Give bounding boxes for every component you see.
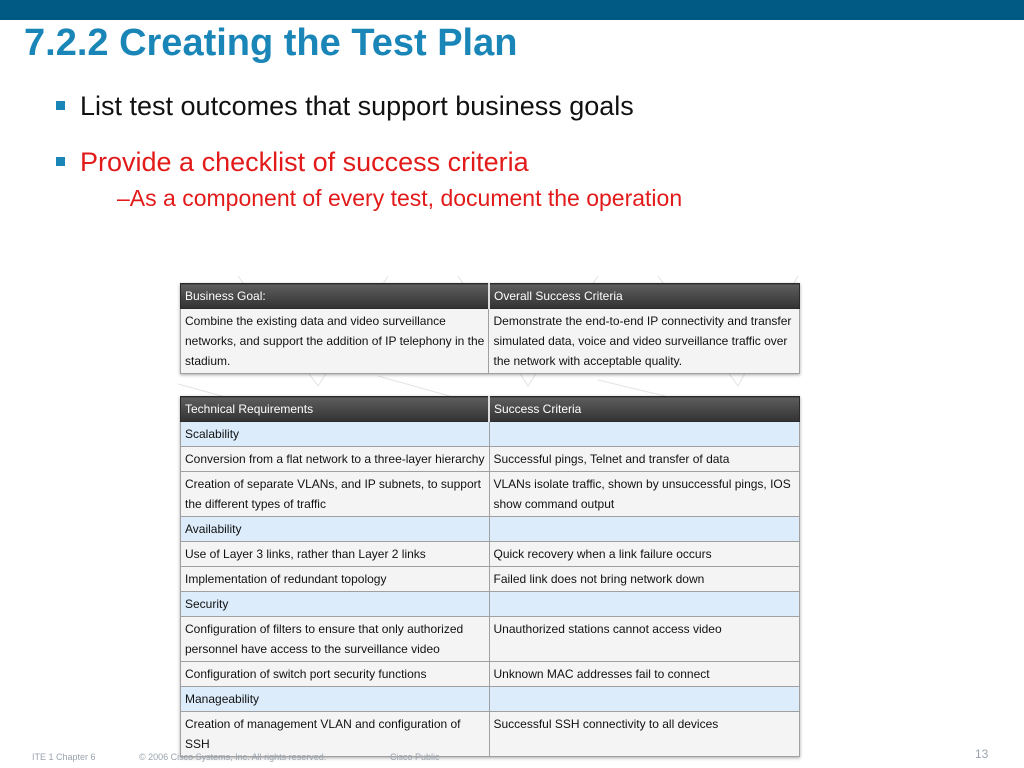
requirement-cell: Security [181,592,490,617]
page-number: 13 [975,747,989,761]
criteria-cell: VLANs isolate traffic, shown by unsuccessful pings, IOS show command output [489,472,800,517]
business-goal-cell: Combine the existing data and video surveillance networks, and support the addition of IP telephony in the stadium. [181,309,489,374]
category-row [181,687,800,712]
success-criteria-cell: Demonstrate the end-to-end IP connectivity and transfer simulated data, voice and video surveillance traffic over the network with acceptable quality. [489,309,800,374]
technical-requirements-table [180,396,800,757]
bullet-text: Provide a checklist of success criteria [80,147,529,177]
requirement-cell: Scalability [181,422,490,447]
criteria-cell [489,687,800,712]
footer-course: ITE 1 Chapter 6 [32,752,96,762]
bullet-item-1 [56,88,1006,124]
category-row [181,422,800,447]
test-plan-tables [178,276,802,751]
bullet-text: List test outcomes that support business goals [80,91,634,121]
sub-bullet: –As a component of every test, document the operation [117,185,683,211]
requirement-cell: Manageability [181,687,490,712]
criteria-cell: Unauthorized stations cannot access video [489,617,800,662]
category-row [181,517,800,542]
requirement-cell: Availability [181,517,490,542]
criteria-cell: Failed link does not bring network down [489,567,800,592]
criteria-cell: Quick recovery when a link failure occurs [489,542,800,567]
business-goal-table [180,283,800,374]
bullet-item-2 [56,144,1006,180]
category-row [181,592,800,617]
square-bullet-icon [56,101,65,110]
criteria-cell [489,517,800,542]
requirement-cell: Configuration of switch port security functions [181,662,490,687]
requirement-cell: Use of Layer 3 links, rather than Layer 2 links [181,542,490,567]
requirement-cell: Creation of management VLAN and configuration of SSH [181,712,490,757]
table-row [181,662,800,687]
criteria-cell [489,592,800,617]
table-row [181,309,800,374]
table-row [181,712,800,757]
column-header: Technical Requirements [181,397,490,422]
table-body [181,422,800,757]
square-bullet-icon [56,157,65,166]
top-banner [0,0,1024,20]
table-row [181,542,800,567]
footer-classification: Cisco Public [390,752,440,762]
requirement-cell: Conversion from a flat network to a three-layer hierarchy [181,447,490,472]
table-row [181,567,800,592]
table-row [181,472,800,517]
criteria-cell: Successful SSH connectivity to all devices [489,712,800,757]
slide-title: 7.2.2 Creating the Test Plan [24,22,518,64]
column-header: Business Goal: [181,284,489,309]
criteria-cell: Unknown MAC addresses fail to connect [489,662,800,687]
bullet-list [56,88,1006,212]
table-row [181,447,800,472]
column-header: Overall Success Criteria [489,284,800,309]
requirement-cell: Implementation of redundant topology [181,567,490,592]
criteria-cell [489,422,800,447]
column-header: Success Criteria [489,397,800,422]
table-row [181,617,800,662]
footer-copyright: © 2006 Cisco Systems, Inc. All rights reserved. [139,752,327,762]
requirement-cell: Creation of separate VLANs, and IP subnets, to support the different types of traffic [181,472,490,517]
criteria-cell: Successful pings, Telnet and transfer of data [489,447,800,472]
requirement-cell: Configuration of filters to ensure that only authorized personnel have access to the surveillance video [181,617,490,662]
